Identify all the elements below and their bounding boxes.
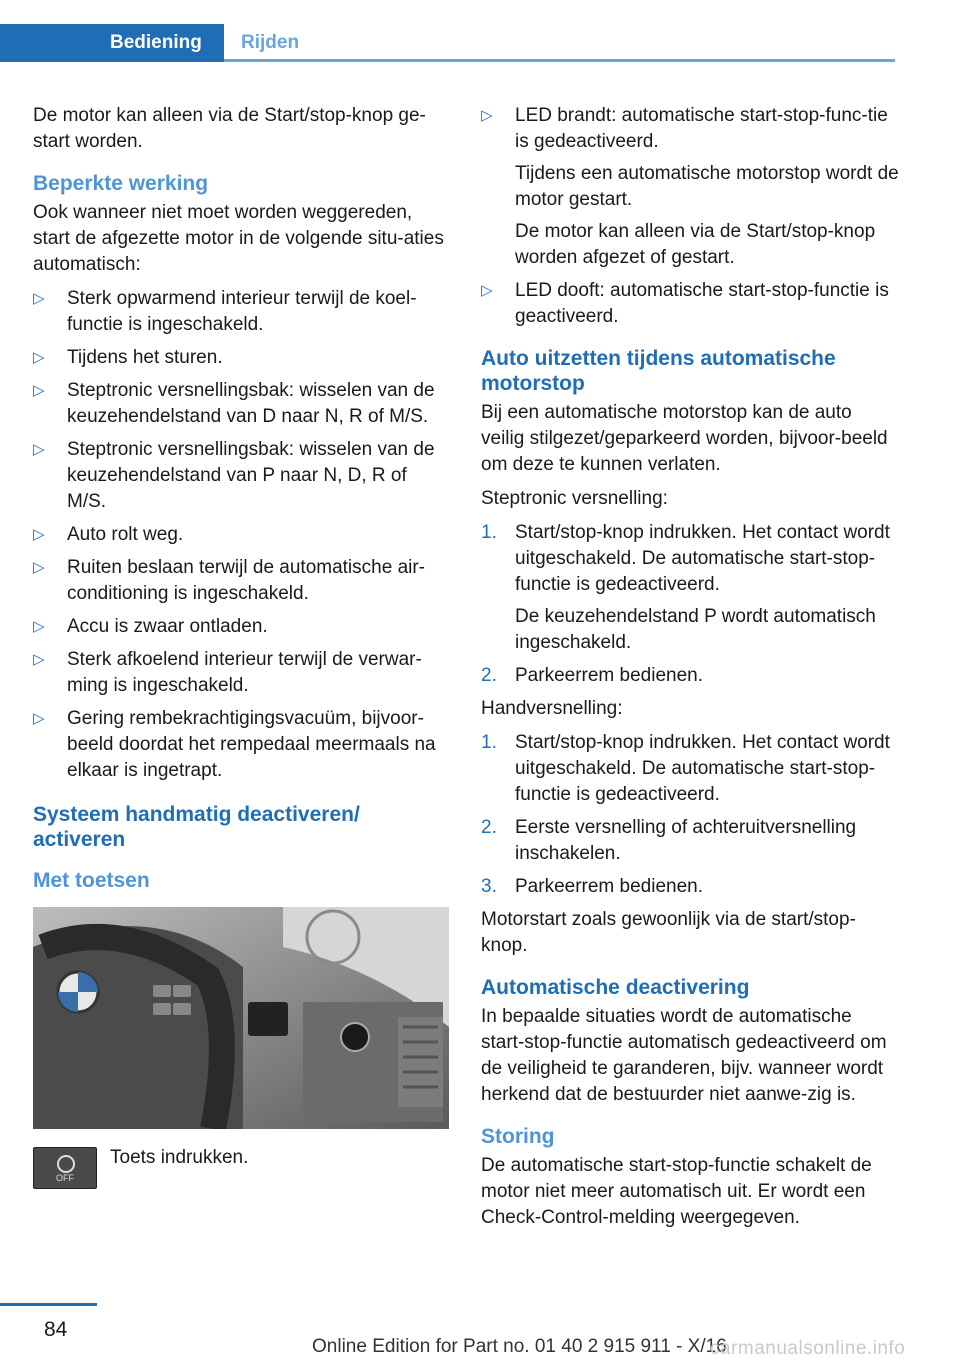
heading-met-toetsen: Met toetsen [33, 869, 150, 892]
triangle-bullet-icon: ▷ [33, 559, 45, 576]
list-item: ▷ LED dooft: automatische start-stop-functie is geactiveerd. [481, 280, 889, 327]
sub-text: Tijdens een automatische motorstop wordt de motor gestart. [515, 163, 899, 210]
steptronic-label: Steptronic versnelling: [481, 488, 668, 509]
steptronic-steps [481, 520, 899, 689]
auto-start-stop-icon [57, 1155, 75, 1173]
uitzetten-text: Bij een automatische motorstop kan de auto veilig stilgezet/geparkeerd worden, bijvoor-beeld om deze te kunnen verlaten. [481, 402, 888, 475]
heading-beperkte-werking: Beperkte werking [33, 172, 209, 195]
intro-text: De motor kan alleen via de Start/stop-knop ge-start worden. [33, 105, 426, 152]
watermark: carmanualsonline.info [710, 1338, 906, 1359]
list-item: ▷ Sterk afkoelend interieur terwijl de verwar-ming is ingeschakeld. [33, 649, 422, 696]
list-item: ▷ Tijdens het sturen. [33, 345, 449, 371]
triangle-bullet-icon: ▷ [481, 107, 493, 124]
heading-systeem-handmatig: Systeem handmatig deactiveren/ activeren [33, 803, 360, 851]
list-item: 1. Start/stop-knop indrukken. Het contact wordt uitgeschakeld. De automatische start-stop-functie is gedeactiveerd. De keuzehendelstand P wordt automatisch ingeschakeld. [481, 520, 899, 656]
auto-start-stop-off-button-icon [33, 1147, 97, 1189]
list-item: 2. Parkeerrem bedienen. [481, 665, 703, 686]
list-item: ▷ Gering rembekrachtigingsvacuüm, bijvoor-beeld doordat het rempedaal meermaals na elkaar is ingetrapt. [33, 708, 436, 781]
list-item: ▷ LED brandt: automatische start-stop-func-tie is gedeactiveerd. Tijdens een automatische motorstop wordt de motor gestart. De motor kan alleen via de Start/stop-knop worden afgezet of gestart. [481, 103, 899, 271]
section-tabs [0, 24, 895, 62]
list-item: 3. Parkeerrem bedienen. [481, 876, 703, 897]
triangle-bullet-icon: ▷ [33, 349, 45, 366]
sub-text: De motor kan alleen via de Start/stop-knop worden afgezet of gestart. [515, 221, 876, 268]
triangle-bullet-icon: ▷ [33, 651, 45, 668]
storing-text: De automatische start-stop-functie schakelt de motor niet meer automatisch uit. Er wordt een Check-Control-melding weergegeven. [481, 1155, 872, 1228]
triangle-bullet-icon: ▷ [33, 441, 45, 458]
led-status-list [481, 103, 899, 330]
list-item: ▷ Steptronic versnellingsbak: wisselen van de keuzehendelstand van D naar N, R of M/S. [33, 380, 435, 427]
cockpit-illustration [33, 907, 449, 1129]
page-number: 84 [44, 1318, 68, 1341]
off-label: OFF [56, 1173, 74, 1183]
triangle-bullet-icon: ▷ [33, 382, 45, 399]
beperkte-text: Ook wanneer niet moet worden weggereden, start de afgezette motor in de volgende situ-aties automatisch: [33, 202, 444, 275]
hand-label: Handversnelling: [481, 698, 623, 719]
edition-text: Online Edition for Part no. 01 40 2 915 911 - X/16 [312, 1336, 727, 1357]
list-item: ▷ Ruiten beslaan terwijl de automatische air-conditioning is ingeschakeld. [33, 557, 426, 604]
motorstart-text: Motorstart zoals gewoonlijk via de start/stop-knop. [481, 909, 856, 956]
left-column [33, 103, 449, 1207]
sub-text: De keuzehendelstand P wordt automatisch ingeschakeld. [515, 606, 876, 653]
tab-bediening[interactable]: Bediening [0, 24, 224, 62]
restart-conditions-list [33, 286, 449, 784]
triangle-bullet-icon: ▷ [481, 282, 493, 299]
list-item: ▷ Steptronic versnellingsbak: wisselen van de keuzehendelstand van P naar N, D, R of M/S. [33, 439, 435, 512]
triangle-bullet-icon: ▷ [33, 618, 45, 635]
auto-deact-text: In bepaalde situaties wordt de automatische start-stop-functie automatisch gedeactiveerd om de veiligheid te garanderen, bijv. wanneer wordt herkend dat de bestuurder niet aanwe-zig is. [481, 1006, 887, 1105]
tab-rule [224, 59, 895, 62]
list-item: ▷ Sterk opwarmend interieur terwijl de koel-functie is ingeschakeld. [33, 288, 417, 335]
toets-indrukken-text: Toets indrukken. [110, 1147, 249, 1168]
list-item: ▷ Accu is zwaar ontladen. [33, 614, 449, 640]
triangle-bullet-icon: ▷ [33, 290, 45, 307]
heading-auto-uitzetten: Auto uitzetten tijdens automatische motorstop [481, 347, 836, 395]
heading-storing: Storing [481, 1125, 555, 1148]
heading-automatische-deactivering: Automatische deactivering [481, 976, 750, 999]
list-item: 1. Start/stop-knop indrukken. Het contact wordt uitgeschakeld. De automatische start-stop-functie is gedeactiveerd. [481, 732, 890, 805]
tab-rijden[interactable]: Rijden [241, 32, 300, 53]
list-item: 2. Eerste versnelling of achteruitversnelling inschakelen. [481, 817, 857, 864]
cockpit-photo [33, 907, 449, 1129]
triangle-bullet-icon: ▷ [33, 526, 45, 543]
list-item: ▷ Auto rolt weg. [33, 522, 449, 548]
button-instruction [33, 1147, 449, 1207]
footer-rule [0, 1303, 97, 1306]
triangle-bullet-icon: ▷ [33, 710, 45, 727]
hand-steps [481, 730, 899, 900]
right-column [481, 103, 899, 1239]
